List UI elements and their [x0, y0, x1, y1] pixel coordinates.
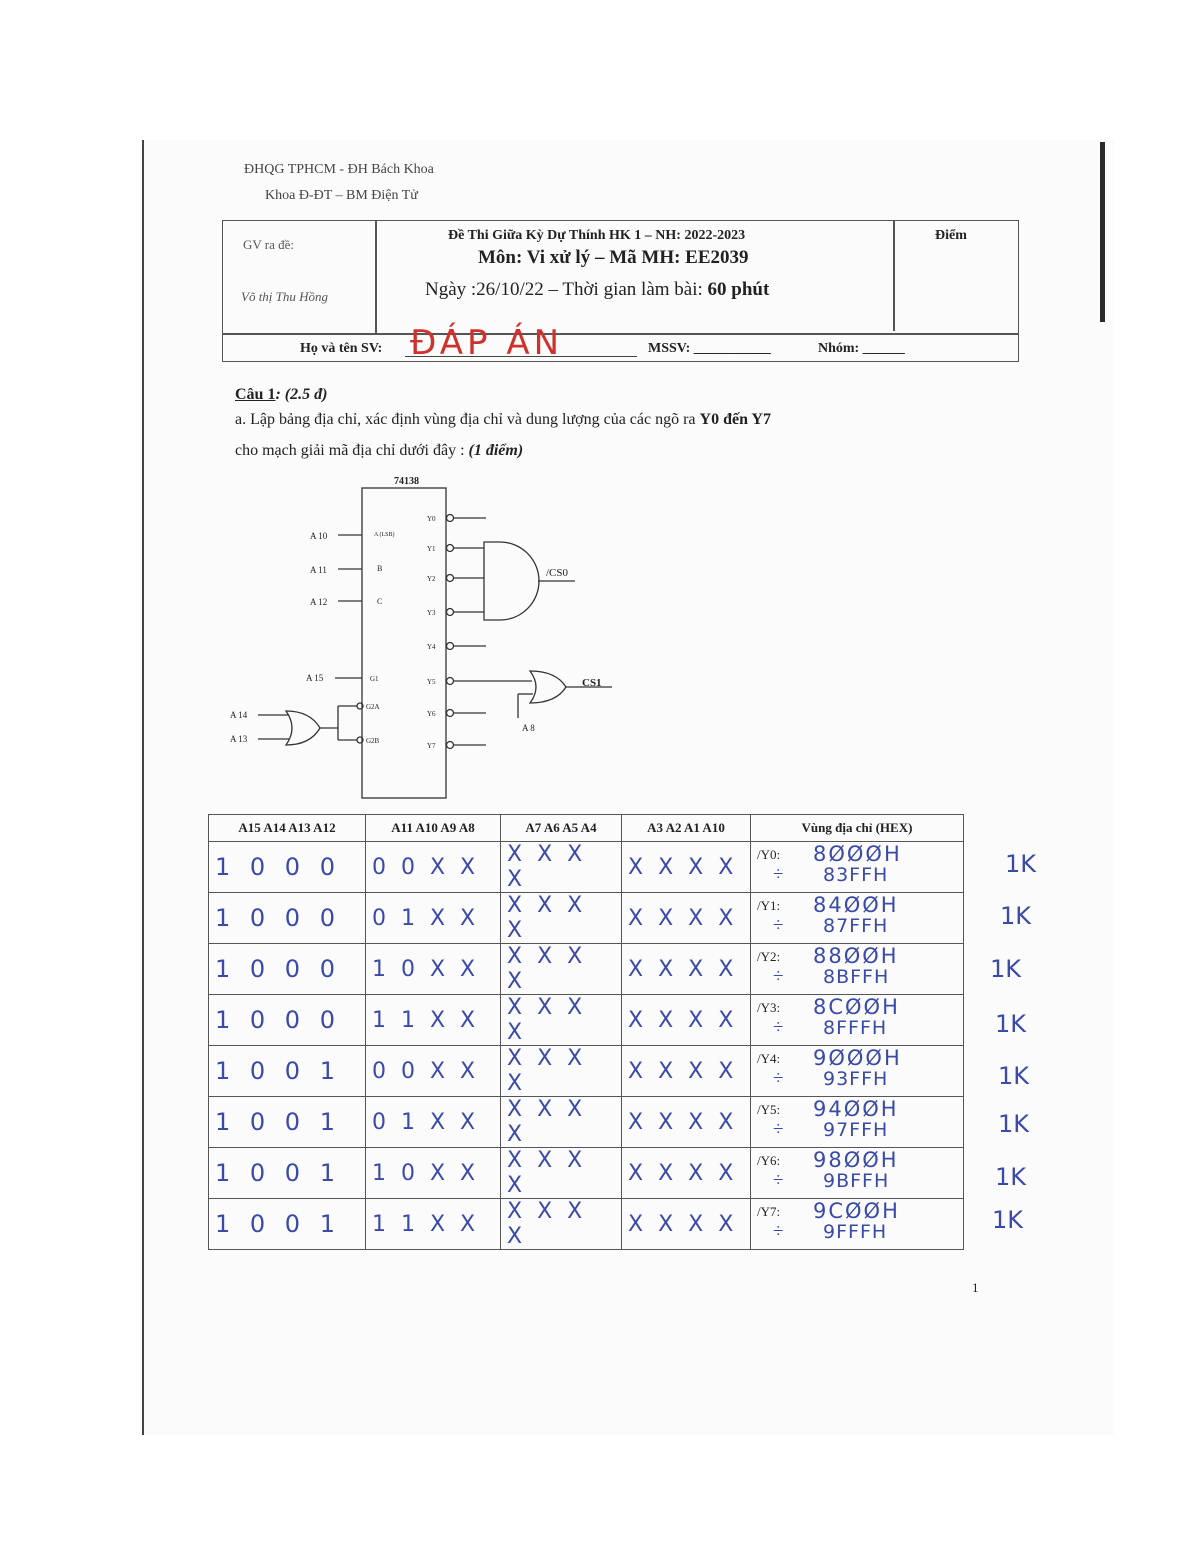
- table-row: [209, 944, 964, 995]
- cell-a11-a8: 1 0 X X: [366, 1148, 501, 1199]
- capacity-y0: 1K: [1005, 850, 1037, 878]
- cell-range: [751, 1097, 964, 1148]
- range-end: 8FFFH: [823, 1017, 888, 1039]
- range-output: /Y2:: [757, 949, 781, 964]
- pin-c: C: [377, 597, 383, 606]
- cell-a15-a12: 1 0 0 0: [209, 893, 366, 944]
- table-row: [209, 1046, 964, 1097]
- question-line-2-text: cho mạch giải mã địa chỉ dưới đây :: [235, 442, 469, 459]
- cell-a11-a8: 0 0 X X: [366, 1046, 501, 1097]
- score-label: Điểm: [935, 228, 967, 243]
- university-line: ĐHQG TPHCM - ĐH Bách Khoa: [244, 162, 434, 177]
- header-address-range: Vùng địa chỉ (HEX): [751, 815, 964, 842]
- cell-a3-a0: X X X X: [622, 1097, 751, 1148]
- chip-label: 74138: [394, 476, 419, 487]
- range-end: 97FFH: [823, 1119, 889, 1141]
- date-text: Ngày :26/10/22 – Thời gian làm bài:: [425, 279, 708, 300]
- input-a8: A 8: [522, 723, 535, 733]
- range-separator: ÷: [773, 1068, 784, 1089]
- input-a13: A 13: [230, 734, 248, 744]
- table-row: [209, 1199, 964, 1250]
- input-a11: A 11: [310, 565, 327, 575]
- cell-a7-a4: X X X X: [501, 842, 622, 893]
- range-end: 8BFFH: [823, 966, 890, 988]
- cell-a11-a8: 1 1 X X: [366, 995, 501, 1046]
- capacity-y2: 1K: [990, 955, 1022, 983]
- student-name-handwritten: ĐÁP ÁN: [410, 323, 564, 363]
- cell-a3-a0: X X X X: [622, 995, 751, 1046]
- cell-a15-a12: 1 0 0 1: [209, 1097, 366, 1148]
- range-separator: ÷: [773, 1170, 784, 1191]
- range-output: /Y1:: [757, 898, 781, 913]
- cell-a3-a0: X X X X: [622, 893, 751, 944]
- question-line-1-text: a. Lập bảng địa chỉ, xác định vùng địa chỉ và dung lượng của các ngõ ra: [235, 411, 700, 428]
- range-start: 94ØØH: [813, 1097, 899, 1121]
- page-number: 1: [972, 1280, 979, 1295]
- cell-a7-a4: X X X X: [501, 1097, 622, 1148]
- range-separator: ÷: [773, 915, 784, 936]
- pin-y0: Y0: [427, 515, 436, 523]
- cell-range: [751, 944, 964, 995]
- table-row: [209, 995, 964, 1046]
- cell-a7-a4: X X X X: [501, 1046, 622, 1097]
- question-line-2-points: (1 điểm): [468, 442, 524, 459]
- cell-a11-a8: 0 0 X X: [366, 842, 501, 893]
- cell-range: [751, 1148, 964, 1199]
- table-row: [209, 842, 964, 893]
- cell-a15-a12: 1 0 0 1: [209, 1199, 366, 1250]
- header-a11-a8: A11 A10 A9 A8: [366, 815, 501, 842]
- cell-range: [751, 1199, 964, 1250]
- range-separator: ÷: [773, 1221, 784, 1242]
- cell-range: [751, 842, 964, 893]
- cell-a11-a8: 1 1 X X: [366, 1199, 501, 1250]
- range-separator: ÷: [773, 1119, 784, 1140]
- cell-a7-a4: X X X X: [501, 995, 622, 1046]
- cell-a11-a8: 0 1 X X: [366, 893, 501, 944]
- address-table: [208, 814, 964, 1250]
- capacity-y6: 1K: [995, 1163, 1027, 1191]
- range-start: 98ØØH: [813, 1148, 899, 1172]
- cell-range: [751, 1046, 964, 1097]
- range-end: 9BFFH: [823, 1170, 890, 1192]
- header-a7-a4: A7 A6 A5 A4: [501, 815, 622, 842]
- range-output: /Y4:: [757, 1051, 781, 1066]
- question-label: Câu 1: [235, 386, 276, 403]
- header-a15-a12: A15 A14 A13 A12: [209, 815, 366, 842]
- pin-g2a: G2A: [366, 703, 380, 711]
- table-row: [209, 1097, 964, 1148]
- range-end: 9FFFH: [823, 1221, 888, 1243]
- range-output: /Y7:: [757, 1204, 781, 1219]
- cell-a7-a4: X X X X: [501, 944, 622, 995]
- cell-a15-a12: 1 0 0 1: [209, 1148, 366, 1199]
- capacity-y3: 1K: [995, 1010, 1027, 1038]
- duration: 60 phút: [707, 279, 770, 300]
- cell-a11-a8: 1 0 X X: [366, 944, 501, 995]
- cell-a7-a4: X X X X: [501, 1199, 622, 1250]
- cell-a7-a4: X X X X: [501, 1148, 622, 1199]
- table-header-row: [209, 815, 964, 842]
- teacher-name: Võ thị Thu Hồng: [241, 289, 329, 304]
- pin-y6: Y6: [427, 710, 436, 718]
- capacity-y5: 1K: [998, 1110, 1030, 1138]
- cell-a3-a0: X X X X: [622, 1046, 751, 1097]
- cell-a3-a0: X X X X: [622, 1199, 751, 1250]
- cell-a15-a12: 1 0 0 0: [209, 944, 366, 995]
- group-label: Nhóm: ______: [818, 341, 905, 356]
- cell-a7-a4: X X X X: [501, 893, 622, 944]
- mssv-label: MSSV: ___________: [648, 341, 771, 356]
- table-row: [209, 893, 964, 944]
- pin-y7: Y7: [427, 742, 436, 750]
- subject-title: Môn: Vi xử lý – Mã MH: EE2039: [478, 247, 749, 268]
- range-start: 8ØØØH: [813, 842, 902, 866]
- range-separator: ÷: [773, 1017, 784, 1038]
- range-output: /Y3:: [757, 1000, 781, 1015]
- output-cs0: /CS0: [546, 567, 569, 579]
- student-name-label: Họ và tên SV:: [300, 341, 383, 356]
- range-start: 84ØØH: [813, 893, 899, 917]
- table-row: [209, 1148, 964, 1199]
- pin-a: A (LSB): [374, 532, 395, 538]
- pin-y2: Y2: [427, 575, 436, 583]
- faculty-line: Khoa Đ-ĐT – BM Điện Tử: [265, 188, 418, 203]
- output-cs1: CS1: [582, 677, 602, 689]
- range-separator: ÷: [773, 966, 784, 987]
- capacity-y4: 1K: [998, 1062, 1030, 1090]
- cell-a3-a0: X X X X: [622, 842, 751, 893]
- cell-a3-a0: X X X X: [622, 944, 751, 995]
- pin-y3: Y3: [427, 609, 436, 617]
- cell-a15-a12: 1 0 0 0: [209, 995, 366, 1046]
- question-line-1-bold: Y0 đến Y7: [699, 411, 771, 428]
- pin-y4: Y4: [427, 643, 436, 651]
- pin-g1: G1: [370, 675, 379, 683]
- pin-y5: Y5: [427, 678, 436, 686]
- input-a12: A 12: [310, 597, 328, 607]
- input-a10: A 10: [310, 531, 328, 541]
- range-end: 83FFH: [823, 864, 889, 886]
- range-end: 93FFH: [823, 1068, 889, 1090]
- capacity-y7: 1K: [992, 1206, 1024, 1234]
- range-start: 88ØØH: [813, 944, 899, 968]
- input-a14: A 14: [230, 710, 248, 720]
- range-end: 87FFH: [823, 915, 889, 937]
- range-start: 9CØØH: [813, 1199, 900, 1223]
- question-points: : (2.5 đ): [275, 386, 328, 403]
- range-start: 8CØØH: [813, 995, 900, 1019]
- pin-b: B: [377, 564, 383, 573]
- cell-a15-a12: 1 0 0 0: [209, 842, 366, 893]
- range-start: 9ØØØH: [813, 1046, 902, 1070]
- teacher-label: GV ra đề:: [243, 237, 295, 252]
- range-output: /Y6:: [757, 1153, 781, 1168]
- cell-a15-a12: 1 0 0 1: [209, 1046, 366, 1097]
- capacity-y1: 1K: [1000, 902, 1032, 930]
- cell-a3-a0: X X X X: [622, 1148, 751, 1199]
- range-output: /Y0:: [757, 847, 781, 862]
- pin-g2b: G2B: [366, 737, 380, 745]
- exam-title: Đề Thi Giữa Kỳ Dự Thính HK 1 – NH: 2022-2023: [448, 228, 746, 243]
- range-separator: ÷: [773, 864, 784, 885]
- pin-y1: Y1: [427, 545, 436, 553]
- header-a3-a0: A3 A2 A1 A10: [622, 815, 751, 842]
- input-a15: A 15: [306, 673, 324, 683]
- range-output: /Y5:: [757, 1102, 781, 1117]
- cell-range: [751, 893, 964, 944]
- cell-a11-a8: 0 1 X X: [366, 1097, 501, 1148]
- cell-range: [751, 995, 964, 1046]
